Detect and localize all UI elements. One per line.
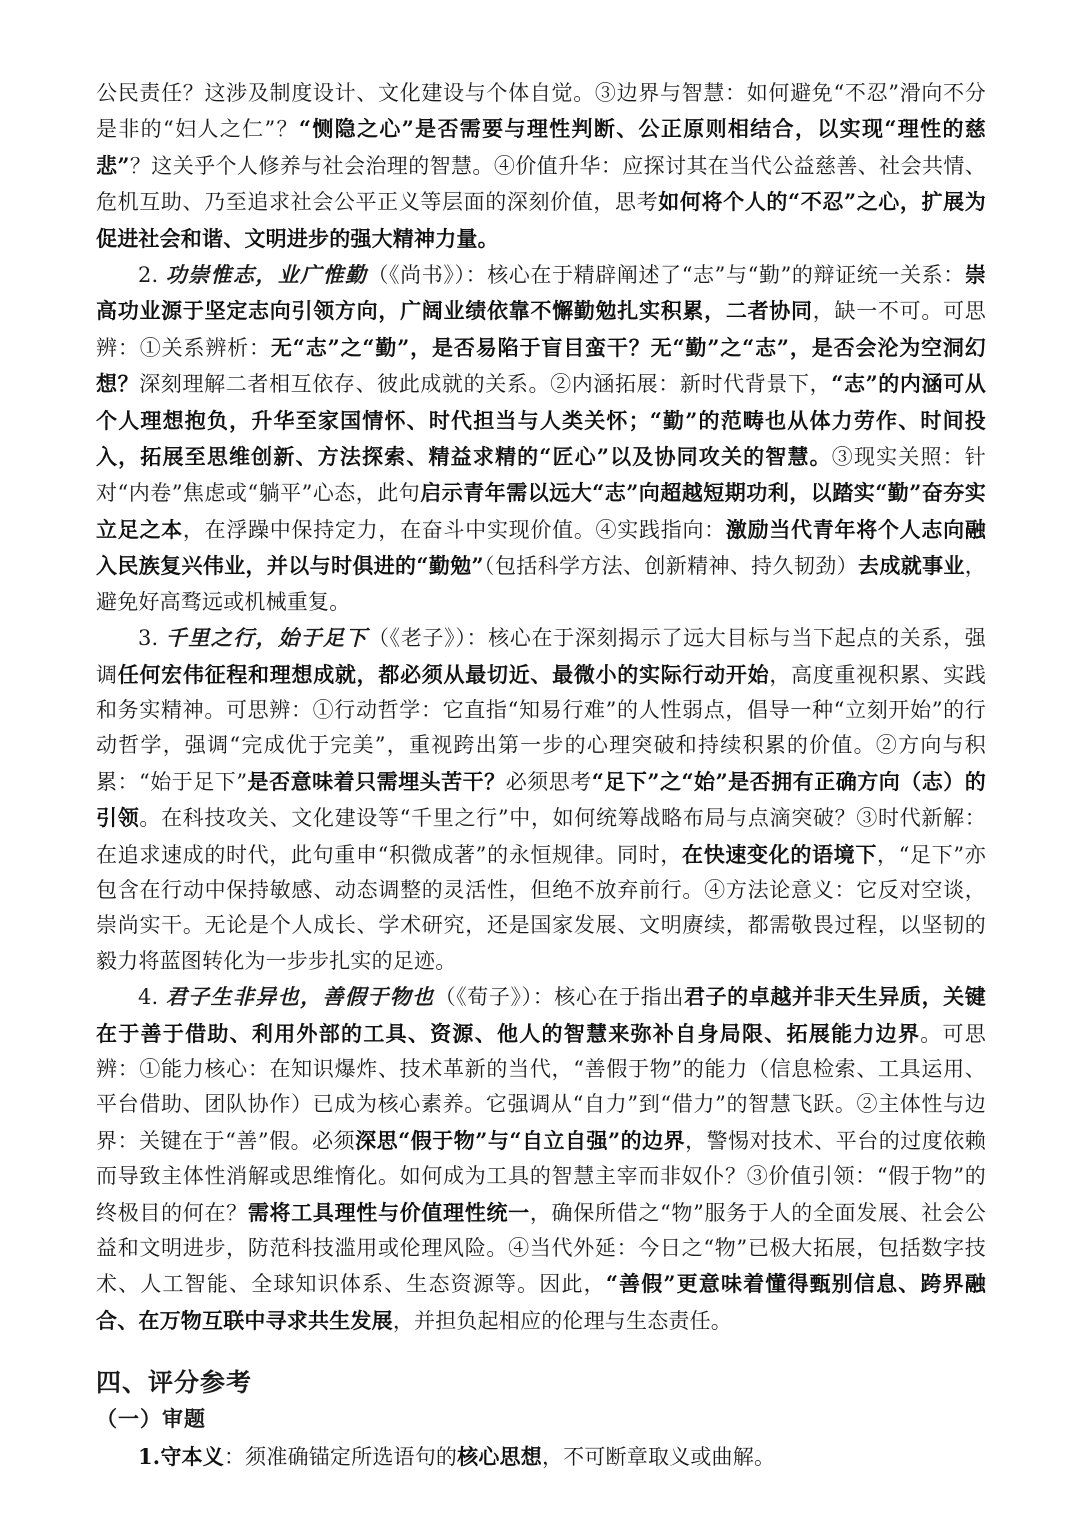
text-run: ，并担负起相应的伦理与生态责任。 [392,1308,733,1333]
text-run: ，警惕对技术、平台的过度依赖而导致主体性消解或思维惰化。如何成为工具的智慧主宰而非奴仆？③价值引领：“假于物”的终极目的何在？ [96,1128,986,1225]
text-run: ？这关乎个人修养与社会治理的智慧。④价值升华：应探讨其在当代公益慈善、社会共情、危机互助、乃至追求社会公平正义等层面的深刻价值，思考 [96,153,986,215]
bold-run: 核心思想 [457,1444,542,1470]
bold-run: 需将工具理性与价值理性统一 [247,1199,530,1225]
bold-run: 在快速变化的语境下 [682,841,877,867]
bold-run: “志”的内涵可从个人理想抱负，升华至家国情怀、时代担当与人类关怀；“勤”的范畴也从体力劳作、时间投入，拓展至思维创新、方法探索、精益求精的“匠心”以及协同攻关的智慧。 [96,371,986,470]
bold-run: 无“志”之“勤”，是否易陷于盲目蛮干？无“勤”之“志”，是否会沦为空洞幻想？ [96,334,986,397]
bold-run: 是否意味着只需埋头苦干？ [247,768,506,794]
text-run: ，避免好高骛远或机械重复。 [96,554,986,614]
text-run: 必须思考 [505,769,592,794]
section-heading: 四、评分参考 [96,1368,253,1398]
bold-run: “恻隐之心”是否需要与理性判断、公正原则相结合，以实现“理性的慈悲” [96,116,986,178]
text-run: 深刻理解二者相互依存、彼此成就的关系。②内涵拓展：新时代背景下， [139,372,832,397]
item-4-paragraph [96,979,986,1339]
text-run: ，不可断章取义或曲解。 [541,1445,776,1470]
item-number: 4. [138,985,166,1010]
item-number: 3. [138,626,166,651]
scoring-item-1 [96,1439,986,1475]
text-run: ③现实关照：针对“内卷”焦虑或“躺平”心态，此句 [96,445,986,506]
bold-run: 启示青年需以远大“志”向超越短期功利，以踏实“勤”奋夯实立足之本 [96,480,986,542]
item-2-paragraph [96,257,986,620]
item-title: 君子生非异也，善假于物也 [165,984,435,1010]
intro-paragraph [96,76,986,257]
bold-run: 君子的卓越并非天生异质，关键在于善于借助、利用外部的工具、资源、他人的智慧来弥补自身局限、拓展能力边界 [96,984,986,1046]
item-title: 千里之行，始于足下 [165,625,368,651]
text-run: 公民责任？这涉及制度设计、文化建设与个体自觉。③边界与智慧：如何避免“不忍”滑向不分是非的“妇人之仁”？ [96,81,986,142]
bold-run: 任何宏伟征程和理想成就，都必须从最切近、最微小的实际行动开始 [117,661,770,687]
text-run: 。在科技攻关、文化建设等“千里之行”中，如何统筹战略布局与点滴突破？③时代新解：在追求速成的时代，此句重申“积微成著”的永恒规律。同时， [96,806,987,867]
text-run: ：须准确锚定所选语句的 [223,1445,458,1470]
bold-run: 去成就事业 [857,553,965,579]
text-run: （《老子》）：核心在于深刻揭示了远大目标与当下起点的关系，强调 [96,626,987,687]
text-run: 。可思辨：①能力核心：在知识爆炸、技术革新的当代，“善假于物”的能力（信息检索、工具运用、平台借助、团队协作）已成为核心素养。它强调从“自力”到“借力”的智慧飞跃。②主体性与边界：关键在于“善”假。必须 [96,1021,986,1153]
item-title: 功崇惟志，业广惟勤 [165,262,368,288]
text-run: ，高度重视积累、实践和务实精神。可思辨：①行动哲学：它直指“知易行难”的人性弱点，倡导一种“立刻开始”的行动哲学，强调“完成优于完美”，重视跨出第一步的心理突破和持续积累的价值。②方向与积累：“始于足下” [96,662,987,794]
text-run: ，缺一不可。可思辨：①关系辨析： [96,299,986,360]
bold-run: “善假”更意味着懂得甄别信息、跨界融合、在万物互联中寻求共生发展 [96,1271,986,1333]
text-run: ，确保所借之“物”服务于人的全面发展、社会公益和文明进步，防范科技滥用或伦理风险。④当代外延：今日之“物”已极大拓展，包括数字技术、人工智能、全球知识体系、生态资源等。因此， [96,1200,986,1297]
bold-run: 激励当代青年将个人志向融入民族复兴伟业，并以与时俱进的“勤勉” [96,516,987,579]
text-run: ，“足下”亦包含在行动中保持敏感、动态调整的灵活性，但绝不放弃前行。④方法论意义：它反对空谈，崇尚实干。无论是个人成长、学术研究，还是国家发展、文明赓续，都需敬畏过程，以坚韧的毅力将蓝图转化为一步步扎实的足迹。 [96,842,986,973]
item-3-paragraph [96,620,986,979]
bold-run: “足下”之“始”是否拥有正确方向（志）的引领 [96,768,986,831]
bold-run: 深思“假于物”与“自立自强”的边界 [355,1127,686,1153]
text-run: （包括科学方法、创新精神、持久韧劲） [483,554,858,579]
bold-run: 崇高功业源于坚定志向引领方向，广阔业绩依靠不懈勤勉扎实积累，二者协同 [96,262,987,324]
text-run: ，在浮躁中保持定力，在奋斗中实现价值。④实践指向： [182,517,726,542]
text-run: （《尚书》）：核心在于精辟阐述了“志”与“勤”的辩证统一关系： [367,263,965,288]
text-run: （《荀子》）：核心在于指出 [434,985,684,1010]
item-label: 1.守本义 [138,1444,224,1470]
document-page [96,76,986,1476]
item-number: 2. [138,263,166,288]
subsection-heading: （一）审题 [96,1407,206,1432]
bold-run: 如何将个人的“不忍”之心，扩展为促进社会和谐、文明进步的强大精神力量。 [96,189,987,251]
